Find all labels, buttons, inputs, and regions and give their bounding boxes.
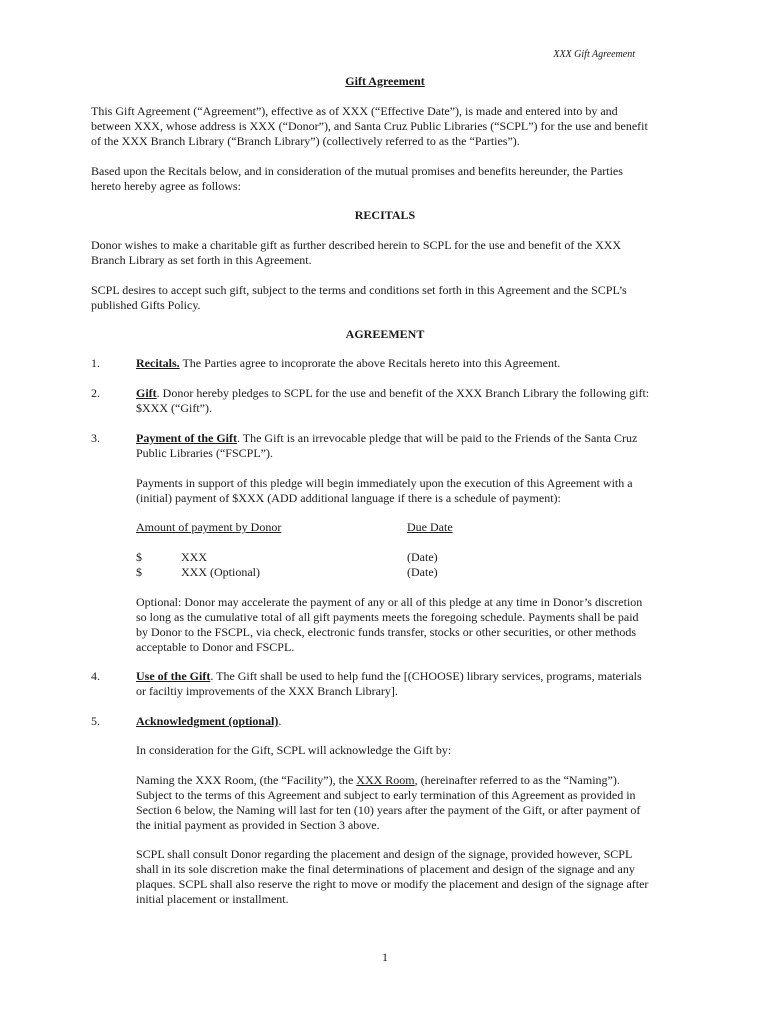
recital-paragraph bbox=[91, 283, 683, 313]
document-title: Gift Agreement bbox=[345, 74, 425, 88]
optional-line: Optional: Donor may accelerate the payment of any or all of this pledge at any time in Donor’s discretion bbox=[136, 595, 643, 609]
section-text: . Donor hereby pledges to SCPL for the use and benefit of the XXX Branch Library the following gift: bbox=[156, 386, 650, 400]
naming-room: XXX Room bbox=[356, 773, 415, 787]
intro-paragraph bbox=[91, 104, 683, 149]
recital-line: published Gifts Policy. bbox=[91, 298, 201, 312]
intro-line: of the XXX Branch Library (“Branch Library”) (collectively referred to as the “Parties”). bbox=[91, 134, 520, 148]
payment-row-amount: XXX bbox=[181, 550, 207, 564]
based-line: hereto hereby agree as follows: bbox=[91, 179, 241, 193]
optional-line: by Donor to the FSCPL, via check, electronic funds transfer, stocks or other securities, or other methods bbox=[136, 625, 637, 639]
due-date-column-header: Due Date bbox=[407, 520, 453, 534]
page-number: 1 bbox=[382, 950, 388, 964]
section-number: 4. bbox=[91, 669, 100, 683]
section-text: Public Libraries (“FSCPL”). bbox=[136, 446, 273, 460]
running-header: XXX Gift Agreement bbox=[553, 49, 635, 60]
based-paragraph bbox=[91, 164, 683, 194]
section-number: 3. bbox=[91, 431, 100, 445]
section-text: . The Gift is an irrevocable pledge that will be paid to the Friends of the Santa Cruz bbox=[236, 431, 638, 445]
naming-line: Subject to the terms of this Agreement and subject to early termination of this Agreement as provided in bbox=[136, 788, 636, 802]
naming-paragraph bbox=[136, 773, 683, 833]
section-text: . The Gift shall be used to help fund the [(CHOOSE) library services, programs, materials bbox=[210, 669, 642, 683]
signage-line: initial placement or installment. bbox=[136, 892, 289, 906]
section-2 bbox=[136, 386, 683, 416]
section-text: or faciltiy improvements of the XXX Branch Library]. bbox=[136, 684, 398, 698]
intro-line: This Gift Agreement (“Agreement”), effective as of XXX (“Effective Date”), is made and entered into by and bbox=[91, 104, 618, 118]
optional-line: acceptable to Donor and FSCPL. bbox=[136, 640, 295, 654]
signage-line: SCPL shall consult Donor regarding the placement and design of the signage, provided however, SCPL bbox=[136, 847, 633, 861]
payment-line: Payments in support of this pledge will begin immediately upon the execution of this Agreement with a bbox=[136, 476, 633, 490]
payment-paragraph bbox=[136, 476, 683, 506]
naming-text: , (hereinafter referred to as the “Naming”). bbox=[414, 773, 620, 787]
section-3 bbox=[136, 431, 683, 461]
section-number: 2. bbox=[91, 386, 100, 400]
section-text: The Parties agree to incoprorate the above Recitals hereto into this Agreement. bbox=[179, 356, 561, 370]
signage-paragraph bbox=[136, 847, 683, 907]
agreement-heading: AGREEMENT bbox=[345, 327, 425, 341]
section-heading: Acknowledgment (optional) bbox=[136, 714, 279, 728]
section-heading: Gift bbox=[136, 386, 157, 400]
section-heading: Payment of the Gift bbox=[136, 431, 237, 445]
acknowledge-intro: In consideration for the Gift, SCPL will acknowledge the Gift by: bbox=[136, 743, 452, 757]
amount-column-header: Amount of payment by Donor bbox=[136, 520, 282, 534]
section-5 bbox=[136, 714, 683, 729]
optional-line: so long as the cumulative total of all gift payments meets the foregoing schedule. Payments shall be paid bbox=[136, 610, 639, 624]
based-line: Based upon the Recitals below, and in consideration of the mutual promises and benefits hereunder, the Parties bbox=[91, 164, 623, 178]
payment-row-currency: $ bbox=[136, 565, 142, 579]
section-4 bbox=[136, 669, 683, 699]
signage-line: shall in its sole discretion make the final determinations of placement and design of the signage and any bbox=[136, 862, 635, 876]
section-number: 1. bbox=[91, 356, 100, 370]
section-heading: Use of the Gift bbox=[136, 669, 211, 683]
section-text: . bbox=[278, 714, 282, 728]
signage-line: plaques. SCPL shall also reserve the right to move or modify the placement and design of the signage after bbox=[136, 877, 649, 891]
intro-line: between XXX, whose address is XXX (“Donor”), and Santa Cruz Public Libraries (“SCPL”) for the use and benefit bbox=[91, 119, 648, 133]
payment-line: (initial) payment of $XXX (ADD additional language if there is a schedule of payment): bbox=[136, 491, 561, 505]
recital-line: Branch Library as set forth in this Agreement. bbox=[91, 253, 312, 267]
recital-paragraph bbox=[91, 238, 683, 268]
section-heading: Recitals. bbox=[136, 356, 180, 370]
payment-row-currency: $ bbox=[136, 550, 142, 564]
section-text: $XXX (“Gift”). bbox=[136, 401, 212, 415]
optional-paragraph bbox=[136, 595, 683, 655]
naming-text: Naming the XXX Room, (the “Facility”), the bbox=[136, 773, 357, 787]
recitals-heading: RECITALS bbox=[354, 208, 416, 222]
section-number: 5. bbox=[91, 714, 100, 728]
payment-row-amount: XXX (Optional) bbox=[181, 565, 260, 579]
recital-line: Donor wishes to make a charitable gift as further described herein to SCPL for the use and benefit of the XXX bbox=[91, 238, 622, 252]
section-1 bbox=[136, 356, 683, 371]
payment-row-date: (Date) bbox=[407, 550, 438, 564]
naming-line: the initial payment as provided in Section 3 above. bbox=[136, 818, 380, 832]
naming-line: Section 6 below, the Naming will last for ten (10) years after the payment of the Gift, or after payment of bbox=[136, 803, 641, 817]
payment-row-date: (Date) bbox=[407, 565, 438, 579]
recital-line: SCPL desires to accept such gift, subject to the terms and conditions set forth in this Agreement and the SCPL’s bbox=[91, 283, 627, 297]
